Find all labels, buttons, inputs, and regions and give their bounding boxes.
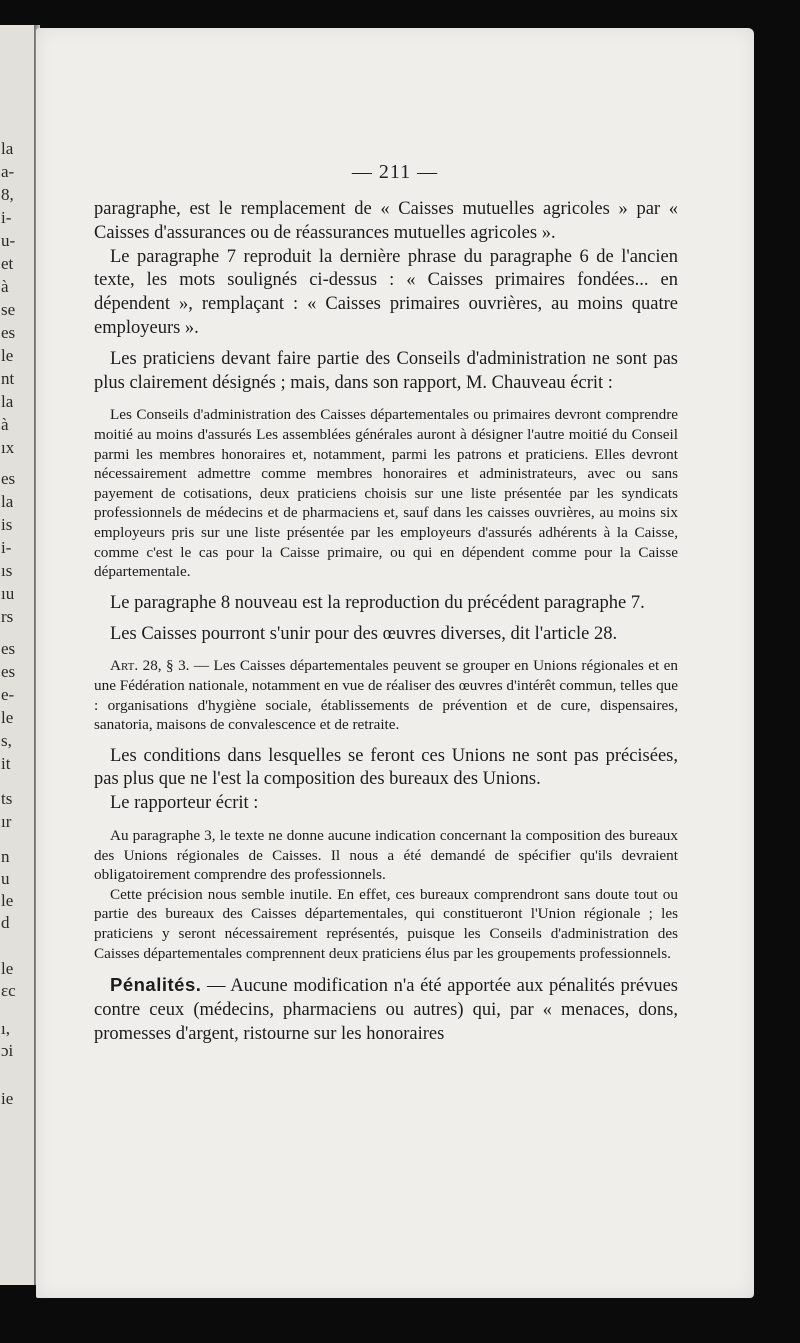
- facing-page-fragment: la: [1, 392, 14, 411]
- facing-page-fragment: ɔi: [1, 1041, 14, 1060]
- facing-page-fragment: is: [1, 515, 13, 534]
- facing-page-fragment: u-: [1, 231, 16, 250]
- paragraph-penalites: [94, 973, 678, 1046]
- facing-page-fragment: ɛc: [1, 981, 16, 1000]
- paragraph-article-28: Les Caisses pourront s'unir pour des œuvres diverses, dit l'article 28.: [110, 623, 618, 644]
- paragraph-8-note: Le paragraphe 8 nouveau est la reproduction du précédent paragraphe 7.: [110, 592, 645, 613]
- quote-rapporteur-2: Cette précision nous semble inutile. En effet, ces bureaux comprendront sans doute tout ou partie des bureaux des Caisses départementales, qui constitueront l'Union régionale ; les praticiens y seront nécessairement représentés, puisque les Conseils d'administration des Caisses départementales comprennent deux praticiens élus par les groupements professionnels.: [94, 885, 678, 962]
- facing-page-fragment: la: [1, 492, 14, 511]
- paragraph-continuation: paragraphe, est le remplacement de « Caisses mutuelles agricoles » par « Caisses d'assurances ou de réassurances mutuelles agricoles ».: [94, 199, 678, 243]
- article-text: — Les Caisses départementales peuvent se grouper en Unions régionales et en une Fédération nationale, notamment en vue de réaliser des œuvres d'intérêt commun, telles que : organisations d'hygiène sociale, établissements de prévention et de cure, dispensaires, sanatoria, maisons de convalescence et de retraite.: [94, 657, 678, 734]
- facing-page-fragment: le: [1, 708, 14, 727]
- quote-article-28: [94, 656, 678, 734]
- book-page: [36, 28, 754, 1298]
- facing-page-fragment: ie: [1, 1089, 14, 1108]
- facing-page-fragment: à: [1, 277, 9, 296]
- facing-page-fragment: ts: [1, 789, 13, 808]
- facing-page-fragment: d: [1, 913, 10, 932]
- quote-rapporteur-1: Au paragraphe 3, le texte ne donne aucune indication concernant la composition des bureaux des Unions régionales de Caisses. Il nous a été demandé de spécifier qu'ils devraient obligatoirement comprendre des professionnels.: [94, 827, 678, 884]
- facing-page-fragment: es: [1, 469, 16, 488]
- page-number: — 211 —: [351, 161, 439, 183]
- facing-page-fragment: es: [1, 662, 16, 681]
- facing-page-fragment: 8,: [1, 185, 14, 204]
- facing-page-fragment: a-: [1, 162, 15, 181]
- facing-page-fragment: le: [1, 891, 14, 910]
- facing-page-fragment: es: [1, 639, 16, 658]
- paragraph-unions: Les conditions dans lesquelles se feront ces Unions ne sont pas précisées, pas plus que ne l'est la composition des bureaux des Unions.: [94, 745, 678, 790]
- facing-page-fragment: le: [1, 346, 14, 365]
- facing-page-fragment: à: [1, 415, 9, 434]
- paragraph-praticiens: Les praticiens devant faire partie des Conseils d'administration ne sont pas plus clairement désignés ; mais, dans son rapport, M. Chauveau écrit :: [94, 348, 678, 393]
- facing-page-fragment: ı,: [1, 1019, 10, 1038]
- facing-page-fragment: s,: [1, 731, 12, 750]
- facing-page-fragment: ıx: [1, 438, 15, 457]
- facing-page-fragment: rs: [1, 607, 14, 626]
- article-reference: Art. 28, § 3.: [110, 657, 190, 675]
- facing-page-fragment: se: [1, 300, 16, 319]
- paragraph-rapporteur: Le rapporteur écrit :: [110, 793, 259, 814]
- facing-page-fragment: n: [1, 847, 10, 866]
- penalites-text: — Aucune modification n'a été apportée aux pénalités prévues contre ceux (médecins, pharmaciens ou autres) qui, par « menaces, dons, promesses d'argent, ristourne sur les honoraires: [94, 976, 678, 1044]
- facing-page-fragment: ıu: [1, 584, 15, 603]
- facing-page-fragment: i-: [1, 538, 12, 557]
- facing-page-fragment: et: [1, 254, 14, 273]
- facing-page-fragment: e-: [1, 685, 15, 704]
- facing-page-fragment: ır: [1, 812, 12, 831]
- facing-page-fragment: it: [1, 754, 11, 773]
- quote-chauveau: Les Conseils d'administration des Caisses départementales ou primaires devront comprendre moitié au moins d'assurés Les assemblées générales auront à désigner l'autre moitié du Conseil parmi les membres honoraires et, notamment, parmi les patrons et praticiens. Elles devront nécessairement admettre comme membres honoraires et administrateurs, avec ou sans payement de cotisations, deux praticiens choisis sur une liste présentée par les syndicats professionnels de médecins et de pharmaciens et, sauf dans les caisses ouvrières, au moins six employeurs pris sur une liste présentée par les employeurs d'assurés adhérents à la Caisse, comme c'est le cas pour la Caisse primaire, ou qui en dépendent comme pour la Caisse départementale.: [94, 406, 678, 581]
- facing-page-fragment: ıs: [1, 561, 13, 580]
- facing-page-fragment: nt: [1, 369, 15, 388]
- facing-page-fragment: i-: [1, 208, 12, 227]
- page-text: [94, 198, 678, 1047]
- facing-page-edge: [0, 25, 36, 1285]
- facing-page-fragment: le: [1, 959, 14, 978]
- section-heading-penalites: Pénalités.: [110, 974, 202, 996]
- facing-page-fragment: la: [1, 139, 14, 158]
- facing-page-fragment: es: [1, 323, 16, 342]
- facing-page-fragment: u: [1, 869, 10, 888]
- paragraph-7-note: Le paragraphe 7 reproduit la dernière phrase du paragraphe 6 de l'ancien texte, les mots soulignés ci-dessus : « Caisses primaires fondées... en dépendent », remplaçant : « Caisses primaires ouvrières, au moins quatre employeurs ».: [94, 246, 678, 338]
